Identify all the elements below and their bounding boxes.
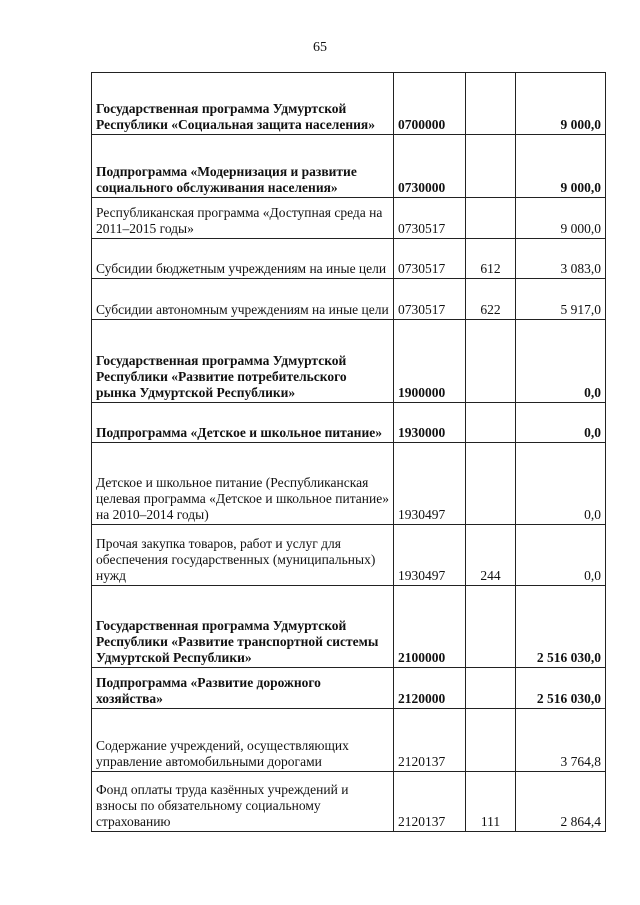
row-type-cell: 111 xyxy=(466,772,516,832)
row-type-cell xyxy=(466,135,516,198)
row-sum-cell: 0,0 xyxy=(516,443,606,525)
table-row xyxy=(92,239,606,279)
row-name-cell: Подпрограмма «Развитие дорожного хозяйства» xyxy=(92,668,394,709)
table-row xyxy=(92,443,606,525)
row-name-cell: Фонд оплаты труда казённых учреждений и взносы по обязательному социальному страхованию xyxy=(92,772,394,832)
row-sum-cell: 0,0 xyxy=(516,403,606,443)
table-row xyxy=(92,198,606,239)
row-name-cell: Республиканская программа «Доступная среда на 2011–2015 годы» xyxy=(92,198,394,239)
row-sum-cell: 5 917,0 xyxy=(516,279,606,320)
row-code-cell: 1930497 xyxy=(394,525,466,586)
table-row xyxy=(92,135,606,198)
row-name-cell: Детское и школьное питание (Республиканская целевая программа «Детское и школьное питание» на 2010–2014 годы) xyxy=(92,443,394,525)
row-sum-cell: 2 864,4 xyxy=(516,772,606,832)
row-name-cell: Государственная программа Удмуртской Республики «Развитие потребительского рынка Удмуртской Республики» xyxy=(92,320,394,403)
row-name-cell: Государственная программа Удмуртской Республики «Развитие транспортной системы Удмуртской Республики» xyxy=(92,586,394,668)
row-sum-cell: 3 083,0 xyxy=(516,239,606,279)
row-sum-cell: 2 516 030,0 xyxy=(516,668,606,709)
table-row xyxy=(92,586,606,668)
row-sum-cell: 0,0 xyxy=(516,320,606,403)
row-code-cell: 2100000 xyxy=(394,586,466,668)
row-type-cell: 612 xyxy=(466,239,516,279)
row-name-cell: Прочая закупка товаров, работ и услуг для обеспечения государственных (муниципальных) нужд xyxy=(92,525,394,586)
row-code-cell: 1930000 xyxy=(394,403,466,443)
table-row xyxy=(92,668,606,709)
row-type-cell xyxy=(466,73,516,135)
row-sum-cell: 0,0 xyxy=(516,525,606,586)
row-type-cell xyxy=(466,443,516,525)
table-row xyxy=(92,709,606,772)
row-code-cell: 2120137 xyxy=(394,772,466,832)
row-type-cell: 622 xyxy=(466,279,516,320)
row-type-cell xyxy=(466,198,516,239)
table-row xyxy=(92,525,606,586)
table-row xyxy=(92,320,606,403)
budget-table xyxy=(91,72,606,832)
row-name-cell: Государственная программа Удмуртской Республики «Социальная защита населения» xyxy=(92,73,394,135)
row-code-cell: 2120137 xyxy=(394,709,466,772)
row-sum-cell: 2 516 030,0 xyxy=(516,586,606,668)
row-type-cell xyxy=(466,586,516,668)
table-row xyxy=(92,279,606,320)
row-name-cell: Содержание учреждений, осуществляющих управление автомобильными дорогами xyxy=(92,709,394,772)
row-code-cell: 0730000 xyxy=(394,135,466,198)
row-type-cell xyxy=(466,709,516,772)
row-type-cell xyxy=(466,320,516,403)
row-sum-cell: 9 000,0 xyxy=(516,135,606,198)
row-code-cell: 0700000 xyxy=(394,73,466,135)
page-number: 65 xyxy=(313,40,327,55)
row-code-cell: 1900000 xyxy=(394,320,466,403)
row-type-cell xyxy=(466,403,516,443)
row-sum-cell: 9 000,0 xyxy=(516,198,606,239)
row-code-cell: 1930497 xyxy=(394,443,466,525)
row-type-cell xyxy=(466,668,516,709)
row-name-cell: Субсидии бюджетным учреждениям на иные цели xyxy=(92,239,394,279)
table-row xyxy=(92,403,606,443)
row-code-cell: 0730517 xyxy=(394,198,466,239)
table-row xyxy=(92,73,606,135)
row-code-cell: 2120000 xyxy=(394,668,466,709)
row-name-cell: Подпрограмма «Модернизация и развитие социального обслуживания населения» xyxy=(92,135,394,198)
row-sum-cell: 3 764,8 xyxy=(516,709,606,772)
row-code-cell: 0730517 xyxy=(394,239,466,279)
row-code-cell: 0730517 xyxy=(394,279,466,320)
row-name-cell: Подпрограмма «Детское и школьное питание» xyxy=(92,403,394,443)
row-type-cell: 244 xyxy=(466,525,516,586)
table-row xyxy=(92,772,606,832)
row-sum-cell: 9 000,0 xyxy=(516,73,606,135)
row-name-cell: Субсидии автономным учреждениям на иные цели xyxy=(92,279,394,320)
